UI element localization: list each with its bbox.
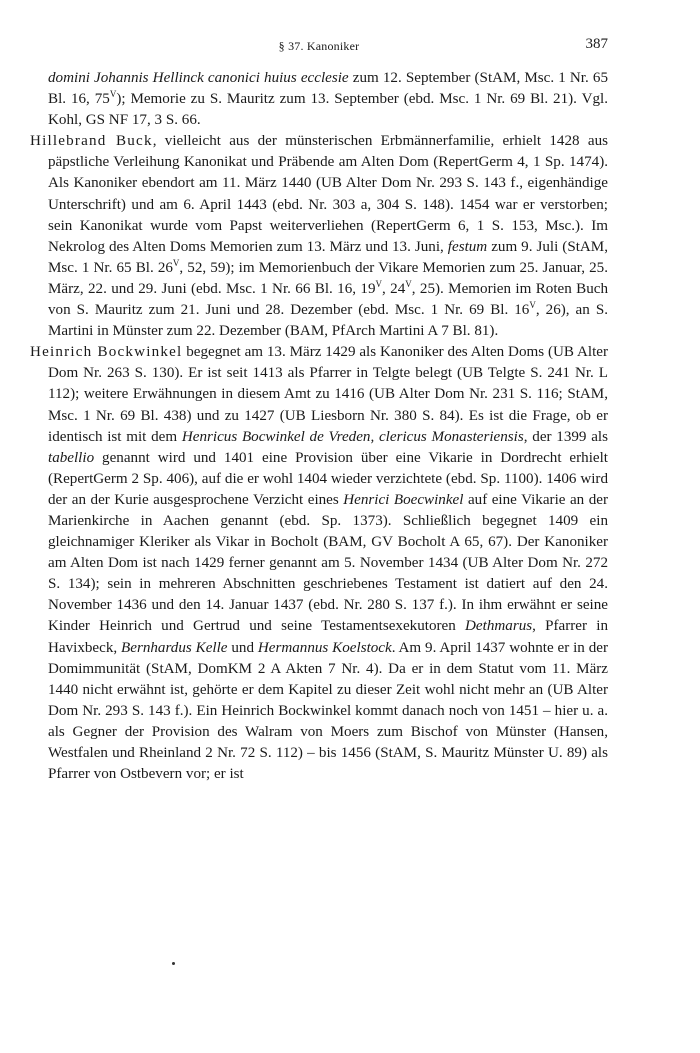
text-run: , 52, 59); im Memorienbuch der Vikare Memorien zum 25. Januar, 25. März, 22. und 29. Juni (ebd. Msc. 1 Nr. 66 Bl. 16, 19: [48, 259, 608, 297]
italic-text: domini Johannis Hellinck canonici huius ecclesie: [48, 70, 349, 86]
text-run: begegnet am 13. März 1429 als Kanoniker des Alten Doms (UB Alter Dom Nr. 263 S. 130). Er ist seit 1413 als Pfarrer in Telgte belegt (UB Telgte S. 241 Nr. L 112); weitere Erwähnungen in diesem Amt zu 1416 (UB Alter Dom Nr. 231 S. 116; StAM, Msc. 1 Nr. 69 Bl. 438) und zu 1427 (UB Liesborn Nr. 380 S. 84). Es ist die Frage, ob er identisch ist mit dem: [48, 344, 608, 445]
superscript: V: [109, 89, 117, 100]
text-run: , Pfarrer in Havixbeck,: [48, 618, 608, 656]
text-run: , der 1399 als: [523, 428, 608, 445]
text-run: , 25). Memorien im Roten Buch von S. Mauritz zum 21. Juni und 28. Dezember (ebd. Msc. 1 Nr. 69 Bl. 16: [48, 280, 609, 319]
italic-text: festum: [447, 238, 488, 255]
italic-text: Henricus Bocwinkel de Vreden, clericus Monasteriensis: [181, 428, 524, 445]
italic-text: Dethmarus: [465, 618, 533, 635]
text-run: , 24: [382, 280, 406, 297]
entry-name: Hillebrand Buck: [30, 133, 153, 150]
entry-heinrich-bockwinkel: [30, 342, 608, 785]
entry-continuation: [30, 68, 608, 131]
italic-text: Hermannus Koelstock: [257, 639, 392, 656]
superscript: V: [529, 300, 536, 310]
superscript: V: [172, 257, 180, 268]
text-run: , vielleicht aus der münsterischen Erbmännerfamilie, erhielt 1428 aus päpstliche Verleihung Kanonikat und Präbende am Alten Dom (RepertGerm 4, 1 Sp. 1474). Als Kanoniker ebendort am 11. März 1440 (UB Alter Dom Nr. 293 S. 143 f., eigenhändige Unterschrift) und am 6. April 1443 (ebd. Nr. 303 a, 304 S. 148). 1454 war er verstorben; sein Kanonikat wurde vom Papst weiterverliehen (RepertGerm 6, 1 S. 153, Msc.). Im Nekrolog des Alten Doms Memorien zum 13. März und 13. Juni,: [48, 133, 608, 255]
entry-name: Heinrich Bockwinkel: [30, 344, 183, 361]
text-run: zum 12. September (StAM, Msc. 1 Nr. 65 Bl. 16, 75: [48, 70, 608, 108]
italic-text: Henrici Boecwinkel: [343, 491, 464, 508]
text-run: und: [227, 639, 258, 656]
running-head: [30, 36, 608, 56]
superscript: V: [405, 278, 412, 289]
superscript: V: [375, 278, 382, 289]
text-run: . Am 9. April 1437 wohnte er in der Domimmunität (StAM, DomKM 2 A Akten 7 Nr. 4). Da er in dem Statut vom 11. März 1440 nicht erwähnt ist, gehörte er dem Kapitel zu dieser Zeit wohl nicht mehr an (UB Alter Dom Nr. 293 S. 143 f.). Ein Heinrich Bockwinkel kommt danach noch von 1451 – hier u. a. als Gegner der Provision des Walram von Moers zum Bischof von Münster (Hansen, Westfalen und Rheinland 2 Nr. 72 S. 112) – bis 1456 (StAM, S. Mauritz Münster U. 89) als Pfarrer von Ostbevern vor; er ist: [48, 639, 609, 783]
page-number: 387: [585, 36, 608, 52]
italic-text: Bernhardus Kelle: [121, 639, 228, 656]
text-run: zum 9. Juli (StAM, Msc. 1 Nr. 65 Bl. 26: [48, 238, 608, 276]
text-run: auf eine Vikarie an der Marienkirche in Aachen genannt (ebd. Sp. 1373). Schließlich begegnet 1409 ein gleichnamiger Kleriker als Vikar in Bocholt (BAM, GV Bocholt A 65, 67). Der Kanoniker am Alten Dom ist nach 1429 ferner genannt am 5. November 1434 (UB Alter Dom Nr. 272 S. 134); sein in mehreren Abschnitten geschriebenes Testament ist datiert auf den 24. November 1436 und den 14. Januar 1437 (ebd. Nr. 280 S. 137 f.). In ihm erwähnt er seine Kinder Heinrich und Gertrud und seine Testamentsexekutoren: [48, 491, 608, 635]
ink-speck: [172, 962, 175, 965]
text-run: ); Memorie zu S. Mauritz zum 13. September (ebd. Msc. 1 Nr. 69 Bl. 21). Vgl. Kohl, GS NF 17, 3 S. 66.: [48, 91, 608, 129]
entry-hillebrand-buck: [30, 131, 608, 342]
section-title: § 37. Kanoniker: [278, 39, 360, 53]
text-run: , 26), an S. Martini in Münster zum 22. Dezember (BAM, PfArch Martini A 7 Bl. 81).: [48, 302, 608, 340]
text-run: genannt wird und 1401 eine Provision über eine Vikarie in Dordrecht erhielt (RepertGerm 2 Sp. 406), auf die er wohl 1404 wieder verzichtete (ebd. Sp. 1100). 1406 wird der an der Kurie ausgesprochene Verzicht eines: [48, 449, 608, 508]
italic-text: tabellio: [48, 449, 95, 466]
body-text: [30, 68, 608, 785]
